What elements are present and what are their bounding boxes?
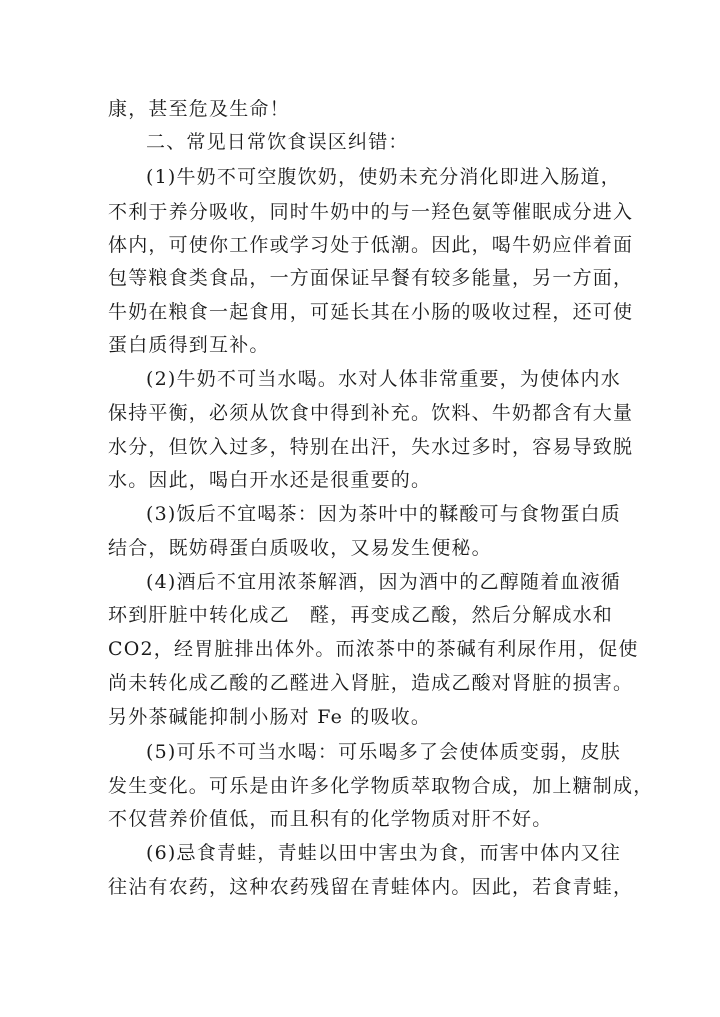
text-line: 往沾有农药，这种农药残留在青蛙体内。因此，若食青蛙， [108,876,634,898]
text-line: 蛋白质得到互补。 [108,334,270,356]
text-line: 结合，既妨碍蛋白质吸收，又易发生便秘。 [108,537,492,559]
text-line: 不利于养分吸收，同时牛奶中的与一羟色氨等催眠成分进入 [108,201,634,223]
section-heading: 二、常见日常饮食误区纠错： [146,131,409,153]
text-line: (1)牛奶不可空腹饮奶，使奶未充分消化即进入肠道， [146,166,621,188]
text-line: (3)饭后不宜喝茶：因为茶叶中的鞣酸可与食物蛋白质 [146,503,621,525]
text-line: 不仅营养价值低，而且积有的化学物质对肝不好。 [108,808,553,830]
text-line: 环到肝脏中转化成乙 醛，再变成乙酸，然后分解成水和 [108,604,614,626]
text-line: 包等粮食类食品，一方面保证早餐有较多能量，另一方面， [108,267,634,289]
text-line: 保持平衡，必须从饮食中得到补充。饮料、牛奶都含有大量 [108,402,634,424]
text-line: 体内，可使你工作或学习处于低潮。因此，喝牛奶应伴着面 [108,234,634,256]
text-line: 尚未转化成乙酸的乙醛进入肾脏，造成乙酸对肾脏的损害。 [108,672,634,694]
text-line: (6)忌食青蛙，青蛙以田中害虫为食，而害中体内又往 [146,842,621,864]
text-line: (2)牛奶不可当水喝。水对人体非常重要，为使体内水 [146,368,621,390]
text-line: 另外茶碱能抑制小肠对 Fe 的吸收。 [108,706,432,728]
text-line: 水。因此，喝白开水还是很重要的。 [108,469,432,491]
text-line: 牛奶在粮食一起食用，可延长其在小肠的吸收过程，还可使 [108,301,634,323]
text-line: 发生变化。可乐是由许多化学物质萃取物合成，加上糖制成， [108,775,654,797]
text-line: 水分，但饮入过多，特别在出汗，失水过多时，容易导致脱 [108,436,634,458]
text-line: 康，甚至危及生命！ [108,98,290,120]
text-line: CO2，经胃脏排出体外。而浓茶中的茶碱有利尿作用，促使 [108,638,639,660]
text-line: (5)可乐不可当水喝：可乐喝多了会使体质变弱，皮肤 [146,741,621,763]
text-line: (4)酒后不宜用浓茶解酒，因为酒中的乙醇随着血液循 [146,571,621,593]
